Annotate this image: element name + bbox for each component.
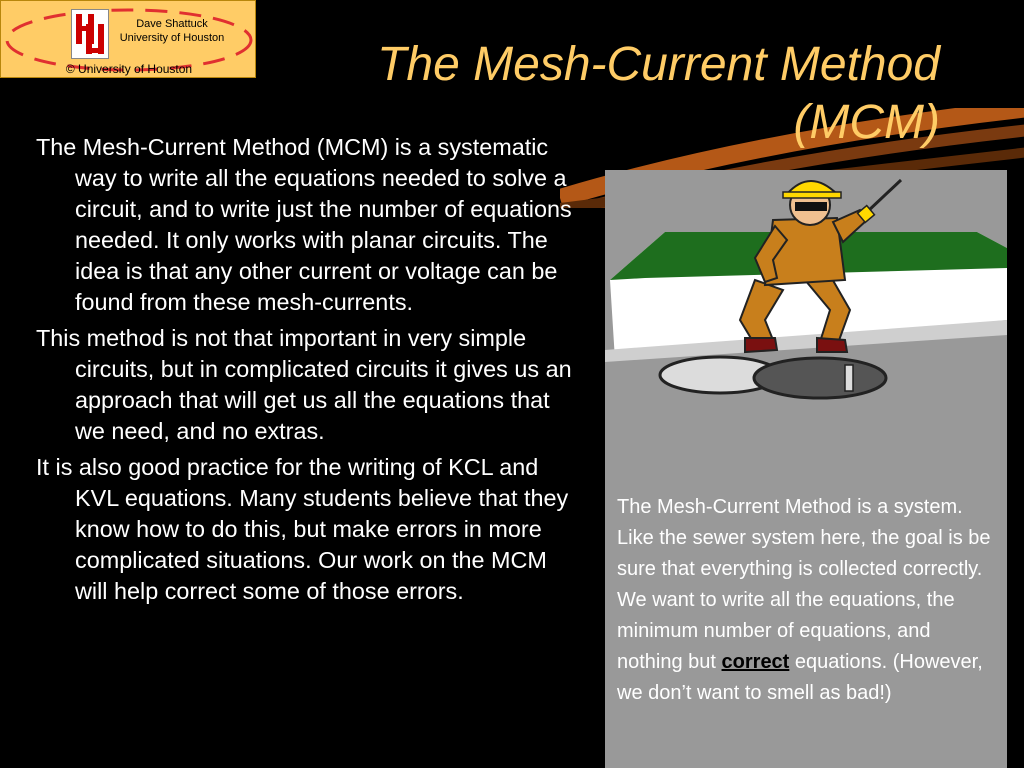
picture-panel (605, 170, 1007, 768)
logo-name-line2: University of Houston (119, 32, 225, 44)
caption-text-before: The Mesh-Current Method is a system. Like the sewer system here, the goal is be sure that everything is collected correctly. We want to write all the equations, the minimum number of equations, and nothing but (617, 496, 991, 673)
slide-body (36, 132, 576, 612)
slide-title-line1: The Mesh-Current Method (377, 38, 940, 91)
picture-caption (617, 492, 997, 709)
body-paragraph: This method is not that important in very simple circuits, but in complicated circuits it gives us an approach that will get us all the equations that we need, and no extras. (36, 325, 572, 444)
caption-text-after: equations. (However, we don’t want to smell as bad!) (617, 651, 983, 704)
slide-title-line2: (MCM) (793, 96, 940, 149)
body-paragraph: The Mesh-Current Method (MCM) is a systematic way to write all the equations needed to solve a circuit, and to write just the number of equations needed. It only works with planar circuits. The idea is that any other current or voltage can be found from these mesh-currents. (36, 134, 572, 315)
body-paragraph: It is also good practice for the writing of KCL and KVL equations. Many students believe that they know how to do this, but make errors in more complicated situations. Our work on the MCM will help correct some of those errors. (36, 454, 569, 604)
caption-emphasis: correct (721, 651, 790, 673)
logo-copyright: © University of Houston (65, 62, 193, 76)
logo-author-name (113, 17, 231, 45)
university-logo-box (0, 0, 256, 78)
logo-name-line1: Dave Shattuck (136, 18, 208, 30)
uh-logo-icon (71, 9, 109, 59)
